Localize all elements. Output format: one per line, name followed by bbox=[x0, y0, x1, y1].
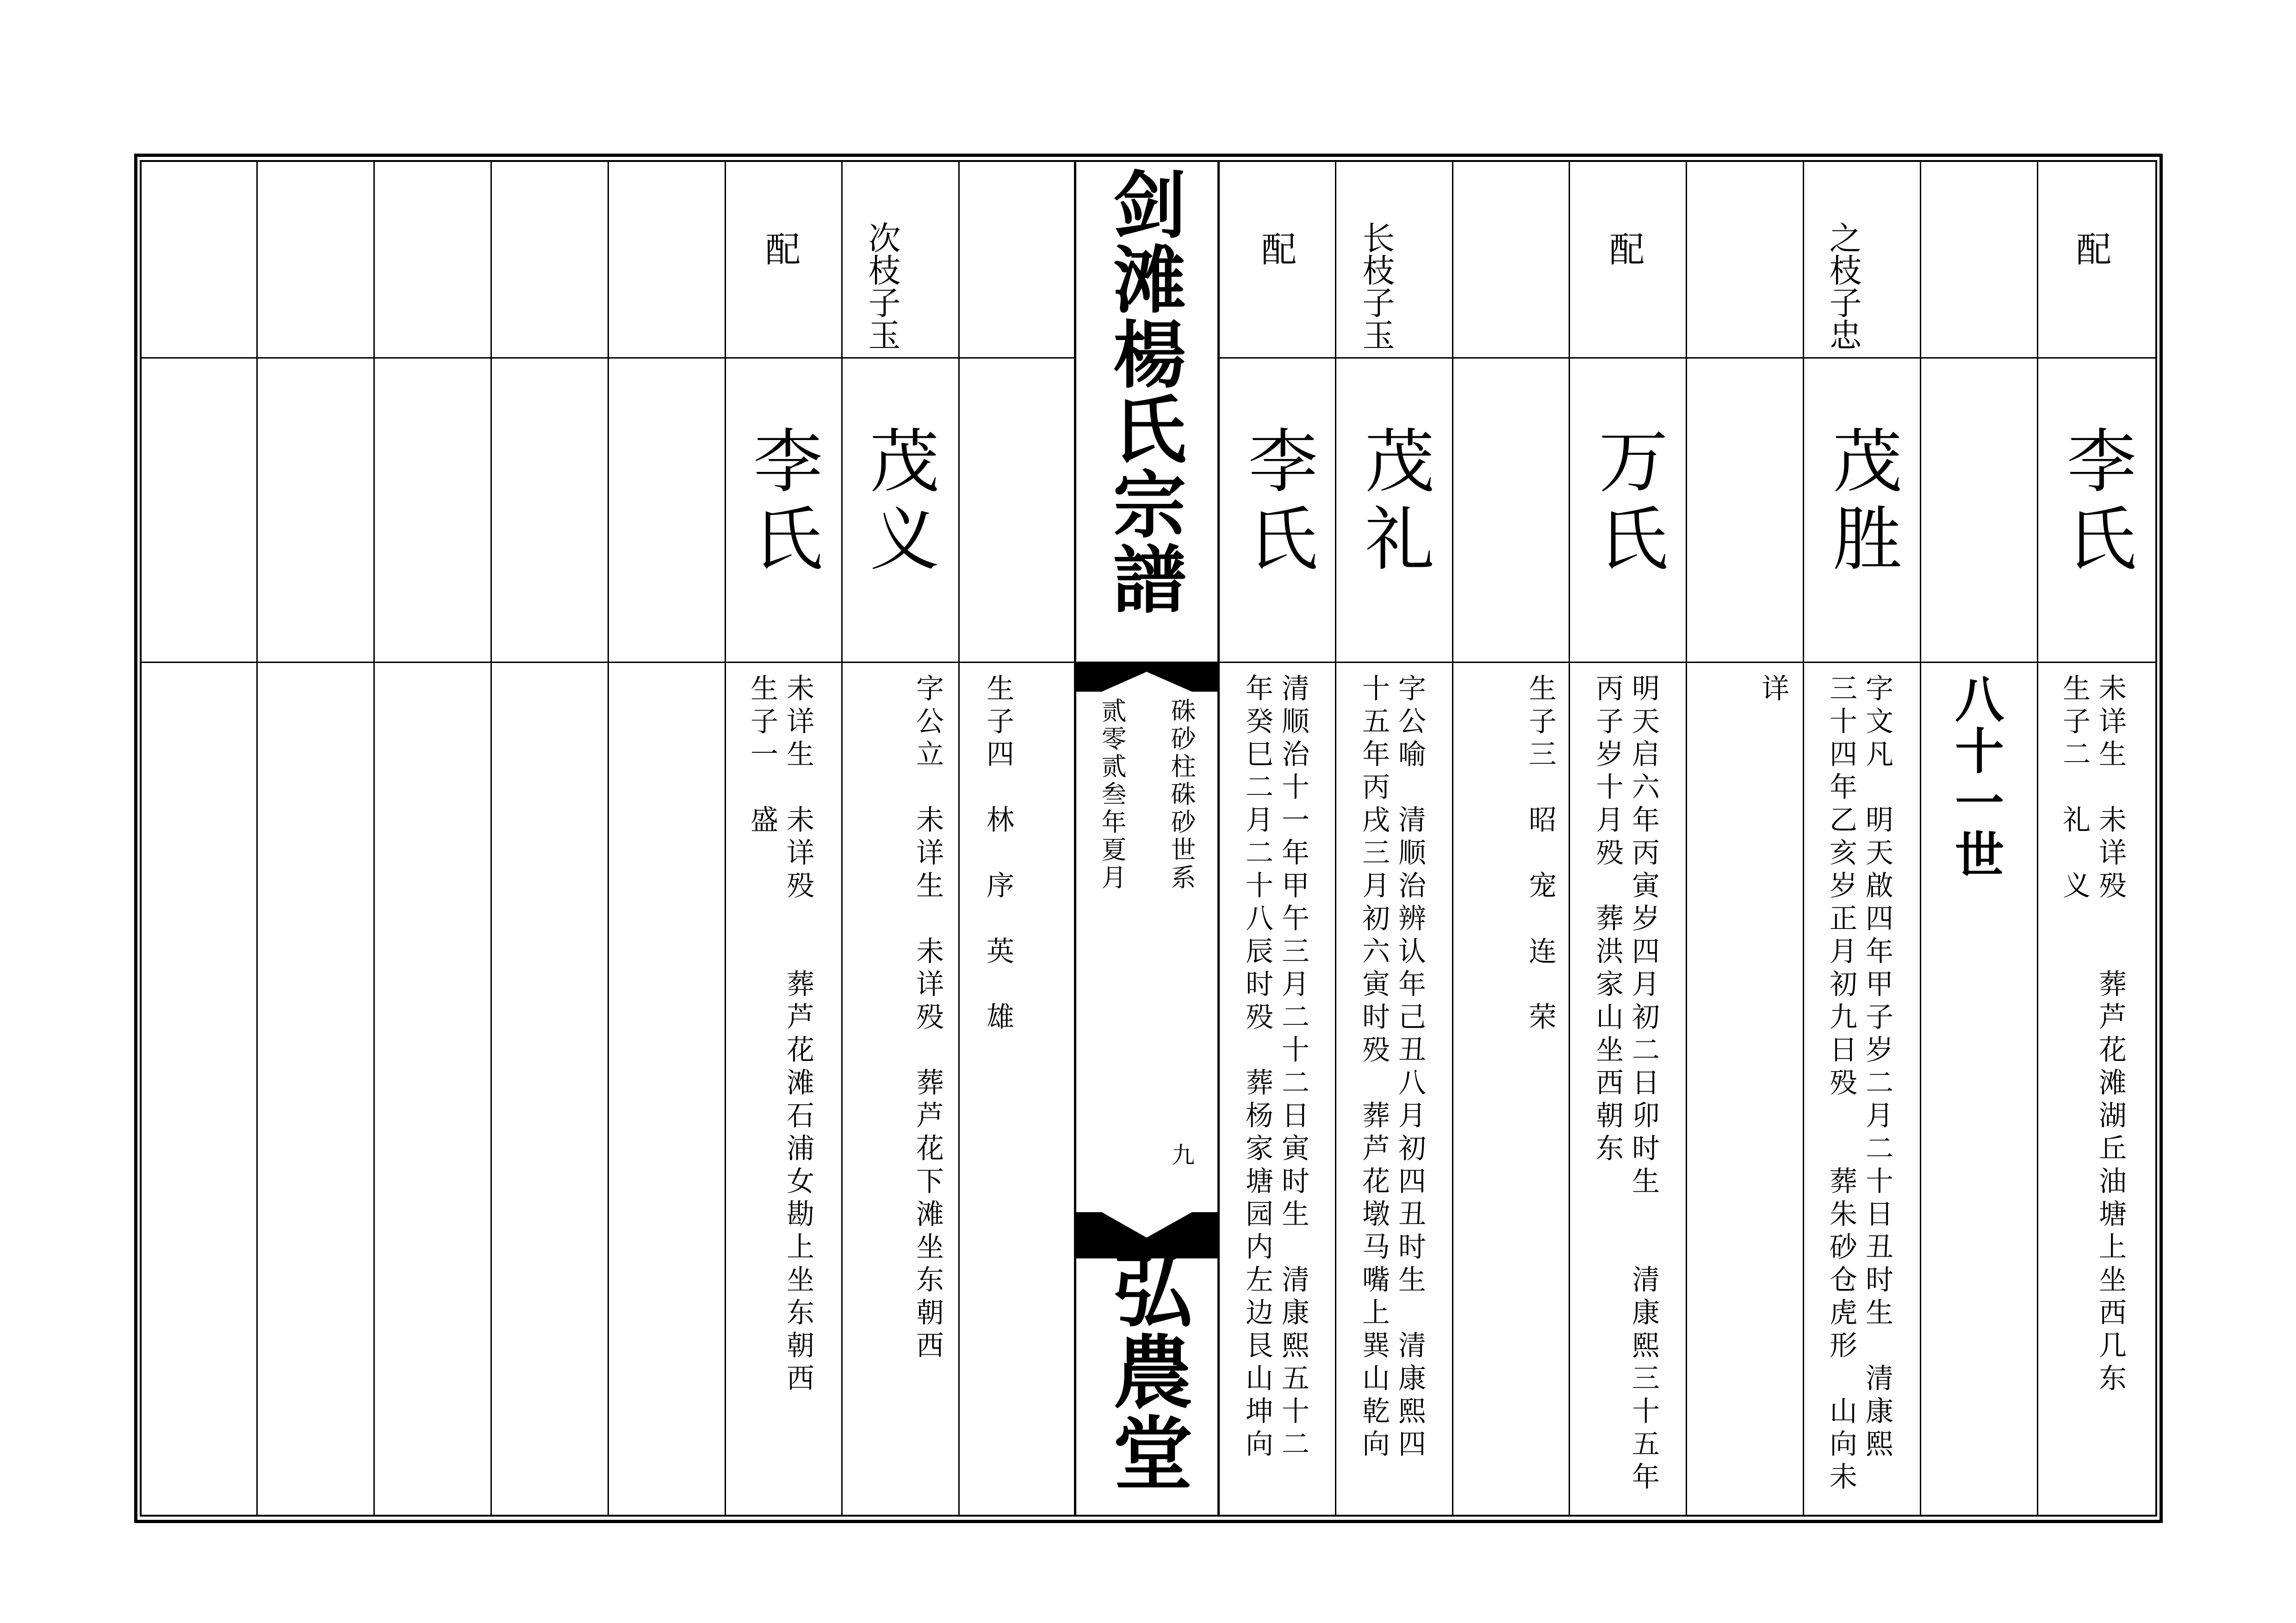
column-rule bbox=[725, 161, 726, 1516]
person-bio: 未详生 未详殁 葬芦花滩石浦女勘上坐东朝西 生子一 盛 bbox=[746, 674, 814, 1396]
row-rule-mid-right bbox=[1219, 662, 2156, 663]
spine-hall: 弘農堂 bbox=[1100, 1249, 1194, 1493]
person-name: 茂礼 bbox=[1353, 425, 1433, 580]
relation-line: 子玉 bbox=[1357, 286, 1395, 351]
column-rule bbox=[490, 161, 492, 1516]
spine-edge-right bbox=[1217, 161, 1220, 1516]
relation-label bbox=[864, 221, 900, 351]
person-bio: 生子四 林 序 英 雄 bbox=[982, 674, 1014, 1035]
column-rule bbox=[256, 161, 258, 1516]
person-bio: 字公立 未详生 未详殁 葬芦花下滩坐东朝西 bbox=[912, 674, 944, 1363]
column-rule bbox=[1686, 161, 1687, 1516]
column-rule bbox=[2037, 161, 2038, 1516]
column-rule bbox=[1569, 161, 1570, 1516]
person-name: 茂义 bbox=[858, 425, 938, 580]
column-rule bbox=[1803, 161, 1804, 1516]
person-name: 茂胜 bbox=[1821, 425, 1901, 580]
spine-edge-left bbox=[1074, 161, 1076, 1516]
person-bio: 清顺治十一年甲午三月二十二日寅时生 清康熙五十二 年癸巳二月二十八辰时殁 葬杨家塘园内左边艮山坤向 bbox=[1241, 674, 1309, 1462]
relation-line: 次枝 bbox=[863, 221, 901, 286]
row-rule-top-right bbox=[1219, 357, 2156, 359]
column-rule bbox=[841, 161, 843, 1516]
relation-line: 子玉 bbox=[863, 286, 901, 351]
person-bio: 字公喻 清顺治辨认年己丑八月初四丑时生 清康熙四 十五年丙戌三月初六寅时殁 葬芦花墩马嘴上巽山乾向 bbox=[1358, 674, 1426, 1462]
person-bio: 生子三 昭 宠 连 荣 bbox=[1524, 674, 1557, 1035]
generation-label: 八十一世 bbox=[1947, 674, 2005, 881]
relation-line: 子忠 bbox=[1824, 286, 1862, 351]
row-rule-mid-left bbox=[141, 662, 1074, 663]
column-rule bbox=[1920, 161, 1921, 1516]
row-rule-top-left bbox=[141, 357, 1074, 359]
relation-label bbox=[1825, 221, 1861, 351]
page-number: 九 bbox=[1168, 1143, 1195, 1169]
relation-label bbox=[1359, 221, 1394, 351]
relation-line: 长枝 bbox=[1357, 221, 1395, 286]
relation-label: 配 bbox=[2076, 229, 2111, 270]
person-name: 李氏 bbox=[2055, 425, 2135, 580]
column-rule bbox=[608, 161, 609, 1516]
column-rule bbox=[1452, 161, 1453, 1516]
relation-line: 之枝 bbox=[1824, 221, 1862, 286]
person-bio: 未详生 未详殁 葬芦花滩湖丘油塘上坐西几东 生子二 礼 义 bbox=[2058, 674, 2127, 1396]
spine-title: 剑滩楊氏宗譜 bbox=[1101, 167, 1186, 616]
spine-fishtail-top bbox=[1076, 662, 1217, 692]
person-bio: 详 bbox=[1757, 674, 1789, 706]
person-name: 李氏 bbox=[741, 425, 822, 580]
column-rule bbox=[958, 161, 960, 1516]
relation-label: 配 bbox=[1261, 229, 1297, 270]
person-name: 万氏 bbox=[1587, 425, 1667, 580]
spine-date: 贰零贰叁年夏月 bbox=[1098, 698, 1127, 892]
relation-label: 配 bbox=[1609, 229, 1644, 270]
spine-branch: 硃砂柱硃砂世系 bbox=[1167, 698, 1196, 892]
column-rule bbox=[373, 161, 375, 1516]
person-bio: 字文凡 明天啟四年甲子岁二月二十日丑时生 清康熙 三十四年乙亥岁正月初九日殁 葬朱砂仓虎形 山向未 bbox=[1825, 674, 1893, 1495]
column-rule bbox=[1335, 161, 1336, 1516]
person-bio: 明天启六年丙寅岁四月初二日卯时生 清康熙三十五年 丙子岁十月殁 葬洪家山坐西朝东 bbox=[1591, 674, 1660, 1495]
relation-label: 配 bbox=[765, 229, 800, 270]
person-name: 李氏 bbox=[1236, 425, 1317, 580]
